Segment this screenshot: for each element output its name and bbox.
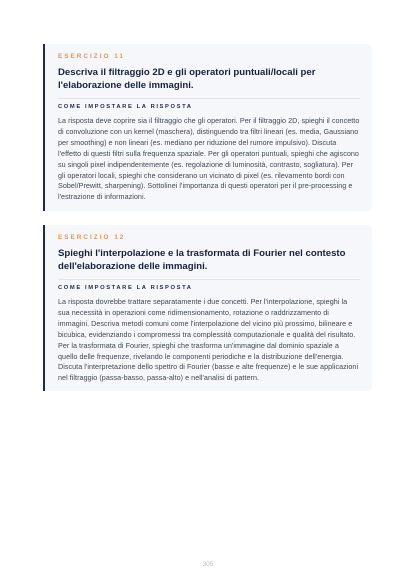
exercise-title: Spieghi l'interpolazione e la trasformata di Fourier nel contesto dell'elaborazione delle immagini. — [58, 248, 346, 272]
answer-guidance-text: La risposta dovrebbe trattare separatamente i due concetti. Per l'interpolazione, spieghi la sua necessità in operazioni come ridimensionamento, rotazione o raddrizzamento di immagini. Descriva metodi comuni come l'interpolazione del vicino più prossimo, bilineare e bicubica, evidenziando i compromessi tra complessità computazionale e qualità del risultato. Per la trasformata di Fourier, spieghi che trasforma un'immagine dal dominio spaziale a quello delle frequenze, rivelando le componenti periodiche e la distribuzione dell'energia. Discuta l'interpretazione dello spettro di Fourier (basse e alte frequenze) e le sue applicazioni nel filtraggio (passa-basso, passa-alto) e nell'analisi di pattern. — [58, 297, 359, 383]
answer-guidance-text: La risposta deve coprire sia il filtraggio che gli operatori. Per il filtraggio 2D, spieghi il concetto di convoluzione con un kernel (maschera), distinguendo tra filtri lineari (es. media, Gaussiano per smoothing) e non lineari (es. mediano per riduzione del rumore impulsivo). Discuta l'effetto di questi filtri sulla frequenza spaziale. Per gli operatori puntuali, spieghi che agiscono su singoli pixel indipendentemente (es. regolazione di luminosità, contrasto, sogliatura). Per gli operatori locali, spieghi che considerano un vicinato di pixel (es. rilevamento bordi con Sobel/Prewitt, sharpening). Sottolinei l'importanza di questi operatori per il pre-processing e l'estrazione di informazioni. — [58, 116, 360, 202]
page-number: 305 — [202, 561, 214, 568]
divider — [58, 98, 360, 99]
section-label: COME IMPOSTARE LA RISPOSTA — [58, 285, 193, 291]
exercise-title: Descriva il filtraggio 2D e gli operatori puntuali/locali per l'elaborazione delle immagini. — [58, 67, 316, 91]
divider — [58, 279, 360, 280]
exercise-card-12 — [43, 225, 372, 391]
exercise-card-11 — [43, 44, 372, 211]
exercise-label: ESERCIZIO 12 — [58, 234, 126, 241]
exercise-label: ESERCIZIO 11 — [58, 53, 125, 60]
section-label: COME IMPOSTARE LA RISPOSTA — [58, 104, 193, 110]
